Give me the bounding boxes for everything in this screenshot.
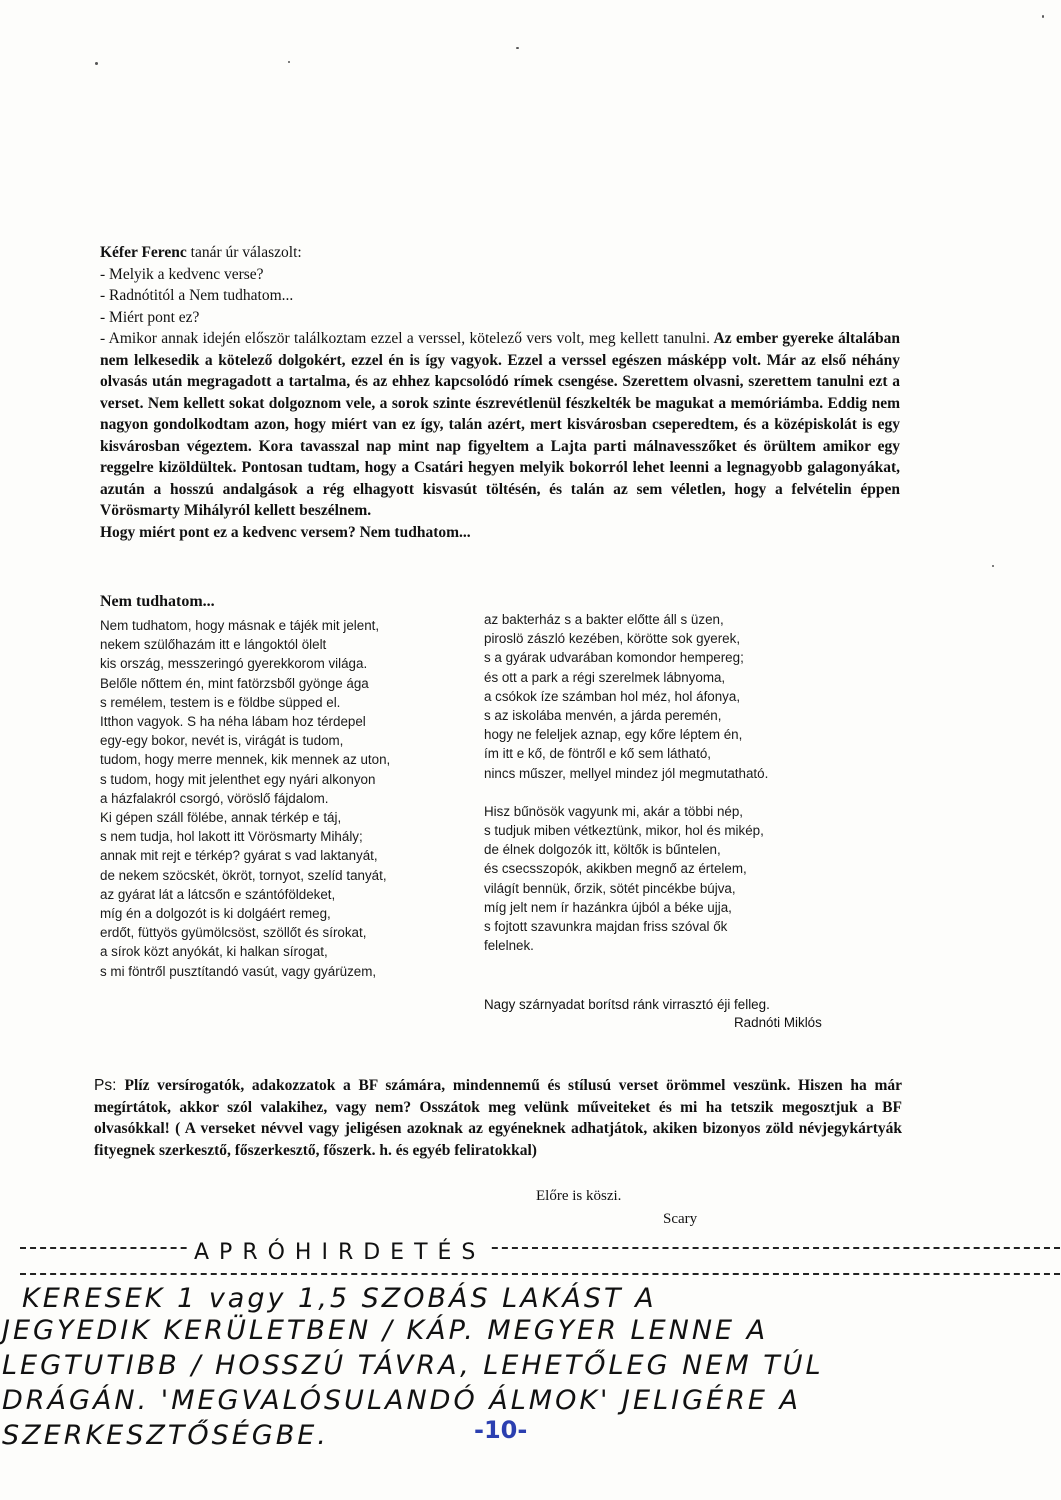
answer-body: Az ember gyereke általában nem lelkesedik a kötelező dolgokért, ezzel én is így vagyok. Ezzel a verssel egészen másképp volt. Már az első néhány olvasás után megragadott a tartalma, és az ehhez kapcsolódó rímek csengése. Szerettem olvasni, szerettem tanulni ezt a verset. Nem kellett sokat dolgoznom vele, a sorok szinte észrevétlenül fészkelték be magukat a memóriámba. Eddig nem nagyon gondolkodtam azon, hogy miért van ez így, talán azért, mert kisvárosban cseperedtem, és a középiskolát is egy kisvárosban végeztem. Kora tavasszal nap mint nap figyeltem a Lajta parti málnavesszőket és örültem amikor egy reggelre kizöldültek. Pontosan tudtam, hogy a Csatári hegyen melyik bokorról lehet leenni a legnagyobb galagonyákat, azután a hosszú andalgások a rég elhagyott kisvasút töltésén, és talán az sem véletlen, hogy a felvételin éppen Vörösmarty Mihályról kellett beszélnem. <box>100 330 900 519</box>
poem-line: a csókok íze számban hol méz, hol áfonya, <box>484 688 741 704</box>
classified-ad-line: LEGTUTIBB / HOSSZÚ TÁVRA, LEHETŐLEG NEM TÚL <box>2 1350 824 1381</box>
dashed-divider <box>20 1247 1060 1249</box>
poem-line: s tudom, hogy mit jelenthet egy nyári alkonyon <box>100 771 376 787</box>
poem-line: nincs műszer, mellyel mindez jól megmutatható. <box>484 765 769 781</box>
ps-bold-start: Plíz versírogatók <box>124 1077 241 1094</box>
poem-line: de nekem szöcskét, ökröt, tornyot, szelíd tanyát, <box>100 867 387 883</box>
poem-line: az gyárat lát a látcsőn e szántóföldeket, <box>100 886 336 902</box>
poem-line: míg jelt nem ír hazánkra újból a béke ujja, <box>484 899 732 915</box>
poem-line: piroslö zászló kezében, körötte sok gyerek, <box>484 631 741 647</box>
classified-ad-title: APRÓHIRDETÉS <box>188 1240 491 1265</box>
poem-line: annak mit rejt e térkép? gyárat s vad laktanyát, <box>100 848 378 864</box>
poem-line: a sírok közt anyókát, ki halkan sírogat, <box>100 944 328 960</box>
poem-line: s remélem, testem is e földbe süpped el. <box>100 694 341 710</box>
classified-ad-line: SZERKESZTŐSÉGBE. <box>2 1420 329 1451</box>
classified-ad-line: JEGYEDIK KERÜLETBEN / KÁP. MEGYER LENNE A <box>2 1315 769 1346</box>
ps-signature: Scary <box>663 1211 698 1227</box>
poem-line: s az iskolába menvén, a járda peremén, <box>484 708 722 724</box>
ps-section <box>94 1075 902 1161</box>
poem-line: nekem szülőhazám itt e lángoktól ölelt <box>100 637 327 653</box>
poem-closing-line: Nagy szárnyadat borítsd ránk virrasztó éji felleg. <box>484 997 770 1012</box>
poem-line: erdőt, füttyös gyümölcsöst, szöllőt és sírokat, <box>100 925 367 941</box>
interview-intro <box>100 242 900 264</box>
poem-line: s nem tudja, hol lakott itt Vörösmarty Mihály; <box>100 829 363 845</box>
poem-line: s mi föntről pusztítandó vasút, vagy gyárüzem, <box>100 963 377 979</box>
interview-question: - Miért pont ez? <box>100 308 200 326</box>
poem-line: tudom, hogy merre mennek, kik mennek az uton, <box>100 752 391 768</box>
interview-question: - Melyik a kedvenc verse? <box>100 265 264 283</box>
page-number: -10- <box>474 1416 528 1444</box>
poem-line: Itthon vagyok. S ha néha lábam hoz térdepel <box>100 714 366 730</box>
scan-speck <box>516 47 519 49</box>
poem-line: világít bennük, őrzik, sötét pincékbe bújva, <box>484 880 736 896</box>
stanza-break <box>484 783 768 802</box>
poem-line: egy-egy bokor, nevét is, virágát is tudom, <box>100 733 344 749</box>
interview-answer-short: - Radnótitól a Nem tudhatom... <box>100 287 294 304</box>
dashed-divider <box>20 1273 1060 1275</box>
scan-speck <box>95 62 98 65</box>
interview-answer <box>100 328 900 522</box>
poem-line: felelnek. <box>484 938 534 954</box>
poem-line: Belőle nőttem én, mint fatörzsből gyönge ága <box>100 675 369 691</box>
scan-speck <box>992 565 994 567</box>
poem-title: Nem tudhatom... <box>100 593 215 610</box>
poem-line: míg én a dolgozót is ki dolgáért remeg, <box>100 906 331 922</box>
poem-line: s tudjuk miben vétkeztünk, mikor, hol és mikép, <box>484 823 764 839</box>
scan-speck <box>288 61 290 63</box>
poem-line: és ott a park a régi szerelmek lábnyoma, <box>484 669 726 685</box>
poem-line: és csecsszopók, akikben megnő az értelem, <box>484 861 747 877</box>
classified-ad-line: KERESEK 1 vagy 1,5 SZOBÁS LAKÁST A <box>22 1283 657 1314</box>
ps-thanks: Előre is köszi. <box>536 1188 622 1204</box>
interview-section <box>100 242 900 543</box>
poem-line: a házfalakról csorgó, vöröslő fájdalom. <box>100 790 329 806</box>
poem-right-column <box>484 610 768 955</box>
classified-ad-line: DRÁGÁN. 'MEGVALÓSULANDÓ ÁLMOK' JELIGÉRE A <box>2 1385 801 1416</box>
ps-label: Ps: <box>94 1077 125 1094</box>
poem-line: de élnek dolgozók itt, költők is bűntelen, <box>484 842 721 858</box>
poem-line: s a gyárak udvarában komondor hempereg; <box>484 650 744 666</box>
scan-speck <box>1042 15 1044 18</box>
ps-text: , adakozzatok a BF számára, mindennemű és stílusú verset örömmel veszünk. Hiszen ha már megírtátok, akkor szól valakihez, vagy nem? Osszátok meg velünk műveiteket és mi ha tetszik megosztjuk a BF olvasókkal! ( A verseket névvel vagy jeligésen azoknak az egyéneknek adhatjátok, akiken bizonyos zöld névjegykártyák fityegnek szerkesztő, főszerkesztő, főszerk. h. és egyéb feliratokkal) <box>94 1077 902 1159</box>
poem-line: ím itt e kő, de föntről e kő sem látható, <box>484 746 712 762</box>
interview-intro-rest: tanár úr válaszolt: <box>186 244 302 261</box>
answer-lead: - Amikor annak idején először találkoztam ezzel a verssel, kötelező vers volt, meg kellett tanulni. <box>100 330 710 347</box>
poem-line: Hisz bűnösök vagyunk mi, akár a többi nép, <box>484 803 744 819</box>
poem-left-column <box>100 616 390 981</box>
poem-line: s fojtott szavunkra majdan friss szóval ők <box>484 919 728 935</box>
poem-line: az bakterház s a bakter előtte áll s üzen, <box>484 612 724 627</box>
poem-line: Nem tudhatom, hogy másnak e tájék mit jelent, <box>100 618 380 633</box>
interviewee-name: Kéfer Ferenc <box>100 244 187 261</box>
poem-line: kis ország, messzeringó gyerekkorom világa. <box>100 656 368 672</box>
poem-line: Ki gépen száll fölébe, annak térkép e táj, <box>100 810 342 826</box>
poem-line: hogy ne feleljek aznap, egy kőre léptem én, <box>484 727 743 743</box>
interview-closing: Hogy miért pont ez a kedvenc versem? Nem tudhatom... <box>100 523 471 541</box>
poem-author: Radnóti Miklós <box>734 1015 822 1030</box>
